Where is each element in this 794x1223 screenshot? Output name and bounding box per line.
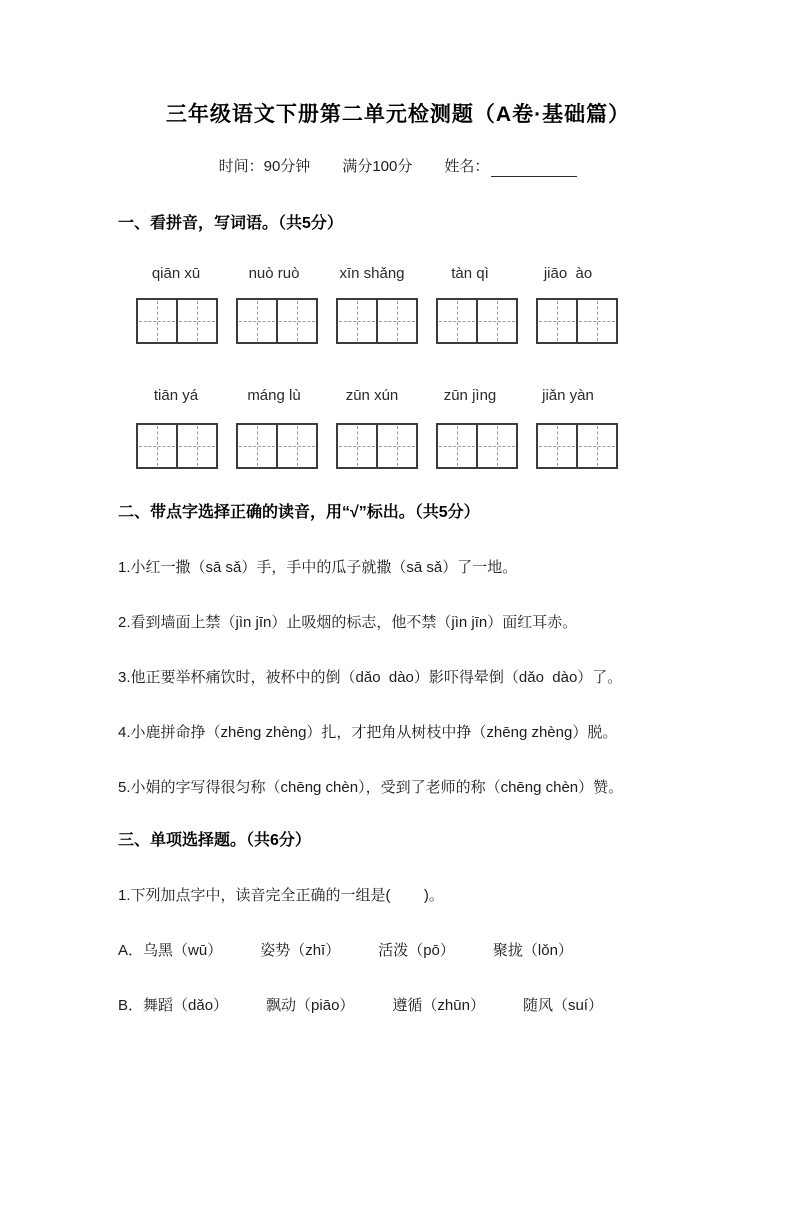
- pinyin-word: zūn jìng: [443, 386, 497, 404]
- writing-grid: [236, 298, 318, 344]
- grid-cell: [238, 300, 278, 342]
- grid-cell: [338, 300, 378, 342]
- name-field: [444, 156, 577, 177]
- question-item-1: 1.小红一撒（sā sǎ）手，手中的瓜子就撒（sā sǎ）了一地。: [118, 559, 518, 577]
- grid-cell: [278, 300, 316, 342]
- pinyin-word: tiān yá: [153, 386, 199, 404]
- exam-page: [0, 100, 794, 1017]
- writing-grid: [136, 298, 218, 344]
- option-first-group: [118, 995, 228, 1017]
- pinyin-word: zūn xún: [345, 386, 399, 404]
- grid-cell: [178, 425, 216, 467]
- option-word: 活泼（pō）: [378, 941, 455, 959]
- grid-cell: [438, 425, 478, 467]
- grid-cell: [178, 300, 216, 342]
- option-word: 飘动（piāo）: [266, 996, 355, 1014]
- writing-grid: [436, 298, 518, 344]
- option-row-a: [118, 940, 678, 962]
- option-letter: A．: [118, 941, 144, 959]
- page-title: 三年级语文下册第二单元检测题（A卷·基础篇）: [165, 103, 631, 126]
- pinyin-word: nuò ruò: [248, 264, 300, 282]
- grid-cell: [378, 300, 416, 342]
- option-first-group: [118, 940, 222, 962]
- option-word: 遵循（zhūn）: [392, 996, 485, 1014]
- grid-cell: [338, 425, 378, 467]
- grid-cell: [478, 425, 516, 467]
- question-item-4: 4.小鹿拼命挣（zhēng zhèng）扎，才把角从树枝中挣（zhēng zhèng）脱。: [118, 724, 618, 742]
- choice-question-1: 1.下列加点字中，读音完全正确的一组是( )。: [118, 886, 444, 904]
- option-word: 聚拢（lǒn）: [492, 941, 573, 959]
- pinyin-word: qiān xū: [151, 264, 201, 282]
- pinyin-word: tàn qì: [451, 264, 489, 282]
- pinyin-word: jiāo ào: [543, 264, 593, 282]
- grid-cell: [238, 425, 278, 467]
- writing-grid: [536, 298, 618, 344]
- option-word: 姿势（zhī）: [260, 941, 341, 959]
- grid-cell: [578, 300, 616, 342]
- grid-cell: [378, 425, 416, 467]
- writing-grid: [336, 423, 418, 469]
- question-item-2: 2.看到墙面上禁（jìn jīn）止吸烟的标志，他不禁（jìn jīn）面红耳赤。: [118, 614, 578, 632]
- writing-grid: [336, 298, 418, 344]
- question-item-5: 5.小娟的字写得很匀称（chēng chèn），受到了老师的称（chēng chèn）赞。: [118, 779, 624, 797]
- writing-grid-row-1: [136, 298, 678, 344]
- grid-cell: [578, 425, 616, 467]
- section2-heading: 二、带点字选择正确的读音，用“√”标出。（共5分）: [118, 503, 480, 521]
- section1-heading: 一、看拼音，写词语。（共5分）: [118, 215, 343, 233]
- question-item-3: 3.他正要举杯痛饮时，被杯中的倒（dǎo dào）影吓得晕倒（dǎo dào）了。: [118, 669, 623, 687]
- exam-meta-row: [118, 156, 678, 177]
- option-letter: B．: [118, 996, 144, 1014]
- writing-grid: [436, 423, 518, 469]
- pinyin-word: xīn shǎng: [339, 264, 405, 282]
- pinyin-row-1: [136, 263, 678, 284]
- full-score-label: 满分100分: [342, 158, 413, 176]
- grid-cell: [478, 300, 516, 342]
- writing-grid: [536, 423, 618, 469]
- pinyin-word: jiǎn yàn: [542, 386, 594, 404]
- option-word: 随风（suí）: [522, 996, 603, 1014]
- pinyin-word: máng lù: [247, 386, 301, 404]
- option-word: 乌黑（wū）: [143, 941, 223, 959]
- name-label: 姓名：: [444, 158, 490, 176]
- section3-heading: 三、单项选择题。（共6分）: [118, 832, 311, 850]
- option-row-b: [118, 995, 678, 1017]
- name-blank-line: [491, 160, 577, 177]
- grid-cell: [438, 300, 478, 342]
- grid-cell: [138, 425, 178, 467]
- grid-cell: [278, 425, 316, 467]
- writing-grid: [236, 423, 318, 469]
- time-label: 时间：90分钟: [218, 158, 311, 176]
- grid-cell: [538, 425, 578, 467]
- writing-grid-row-2: [136, 423, 678, 469]
- writing-grid: [136, 423, 218, 469]
- pinyin-row-2: [136, 385, 678, 406]
- grid-cell: [538, 300, 578, 342]
- grid-cell: [138, 300, 178, 342]
- option-word: 舞蹈（dǎo）: [143, 996, 229, 1014]
